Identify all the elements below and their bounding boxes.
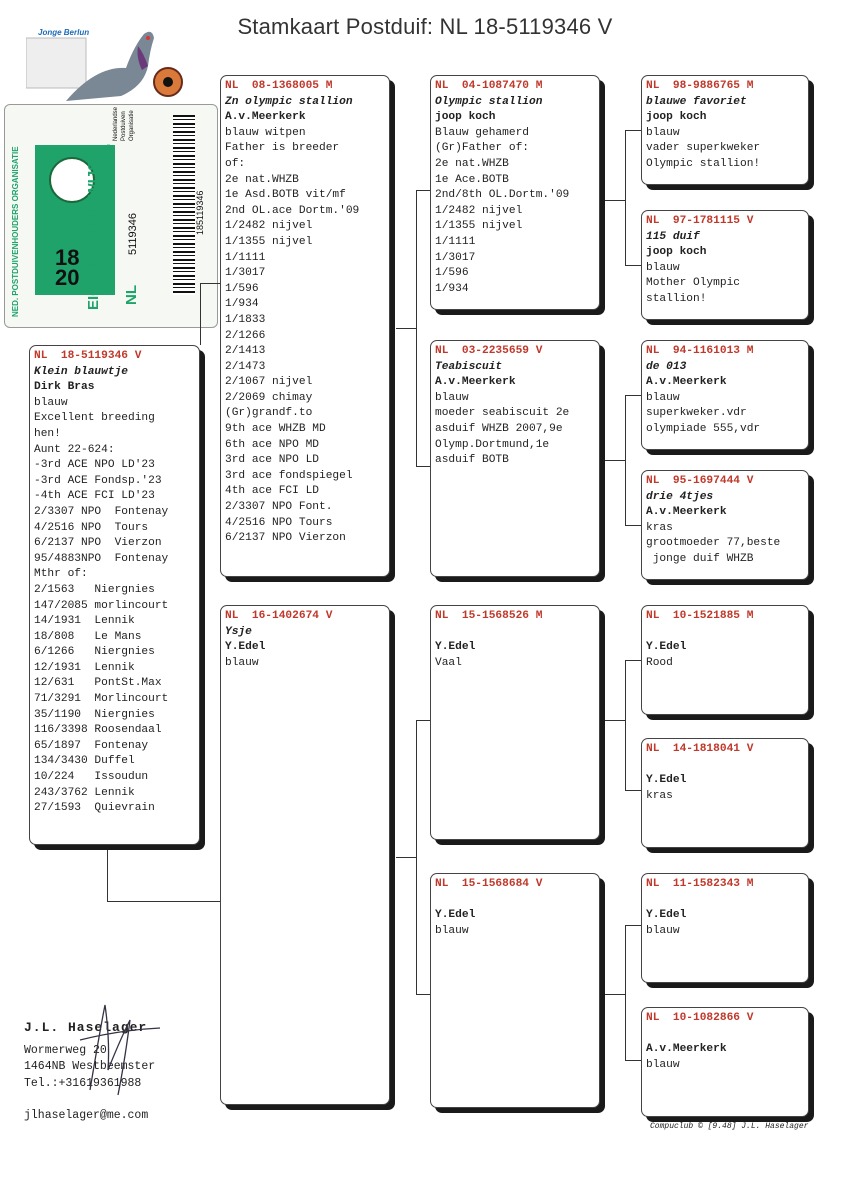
- org-text: NED. POSTDUIVENHOUDERS ORGANISATIE: [11, 146, 20, 317]
- ring-country: NL: [123, 285, 140, 305]
- detail-line: of:: [225, 157, 246, 170]
- detail-line: hen!: [34, 427, 61, 440]
- signature-icon: [60, 1000, 170, 1100]
- ring-number-header: NL 98-9886765 M: [646, 80, 754, 92]
- ring-side-label: Postduiven: [121, 111, 127, 141]
- detail-line: 1/1355 nijvel: [435, 220, 523, 233]
- pigeon-name: [435, 625, 595, 641]
- detail-line: 1/1833: [225, 313, 266, 326]
- detail-line: 1/934: [225, 298, 259, 311]
- pigeon-name: [646, 1027, 804, 1043]
- pedigree-card-dsd: [641, 738, 809, 848]
- pedigree-card-sire-dam: [430, 340, 600, 577]
- detail-line: 4th ace FCI LD: [225, 485, 319, 498]
- detail-line: 2/1413: [225, 345, 266, 358]
- detail-line: blauw: [646, 126, 680, 139]
- detail-line: 1/2482 nijvel: [225, 220, 313, 233]
- connector-line: [416, 720, 417, 994]
- detail-line: 2/2069 chimay: [225, 391, 313, 404]
- ring-number-header: NL 15-1568684 V: [435, 878, 543, 890]
- detail-line: blauw: [34, 396, 68, 409]
- detail-line: Olympic stallion!: [646, 157, 761, 170]
- detail-line: 116/3398 Roosendaal: [34, 724, 162, 737]
- detail-line: 65/1897 Fontenay: [34, 739, 149, 752]
- pigeon-name: 115 duif: [646, 230, 700, 243]
- pedigree-card-sss: [641, 75, 809, 185]
- detail-line: 1/1111: [435, 235, 476, 248]
- ring-side-label: Nederlandse: [113, 106, 119, 141]
- detail-line: 4/2516 NPO Tours: [34, 521, 149, 534]
- footer-credit: Compuclub © [9.48] J.L. Haselager: [650, 1122, 809, 1131]
- detail-line: 6th ace NPO MD: [225, 438, 319, 451]
- detail-line: 14/1931 Lennik: [34, 615, 135, 628]
- connector-line: [416, 190, 417, 466]
- detail-line: Excellent breeding: [34, 412, 155, 425]
- pedigree-card-sds: [641, 340, 809, 450]
- pigeon-name: Ysje: [225, 625, 252, 638]
- detail-line: (Gr)grandf.to: [225, 407, 313, 420]
- detail-line: jonge duif WHZB: [646, 552, 754, 565]
- ring-number-header: NL 08-1368005 M: [225, 80, 333, 92]
- pedigree-card-sire: [220, 75, 390, 577]
- detail-line: 1/3017: [225, 267, 266, 280]
- barcode: [173, 115, 195, 295]
- ring-title: EIGENDOMSBEWIJS: [85, 160, 102, 310]
- ring-number-header: NL 18-5119346 V: [34, 350, 142, 362]
- connector-line: [625, 395, 641, 396]
- owner-name: A.v.Meerkerk: [225, 111, 306, 124]
- page-title: Stamkaart Postduif: NL 18-5119346 V: [237, 14, 613, 39]
- owner-name: joop koch: [435, 111, 496, 124]
- detail-line: grootmoeder 77,beste: [646, 537, 781, 550]
- owner-name: A.v.Meerkerk: [646, 506, 727, 519]
- detail-line: 1/1111: [225, 251, 266, 264]
- detail-line: 71/3291 Morlincourt: [34, 693, 169, 706]
- detail-line: 1/3017: [435, 251, 476, 264]
- pedigree-card-sdd: [641, 470, 809, 580]
- pigeon-logo: [26, 26, 216, 106]
- detail-line: Mthr of:: [34, 568, 88, 581]
- ring-number-header: NL 11-1582343 M: [646, 878, 754, 890]
- detail-line: 1e Ace.BOTB: [435, 173, 509, 186]
- detail-line: 2/1563 Niergnies: [34, 583, 155, 596]
- detail-line: asduif BOTB: [435, 454, 509, 467]
- pedigree-card-sire-sire: [430, 75, 600, 310]
- breeder-street: Wormerweg 20: [24, 1043, 107, 1057]
- owner-name: Y.Edel: [646, 641, 687, 654]
- connector-line: [396, 328, 416, 329]
- connector-line: [396, 857, 416, 858]
- detail-line: 6/1266 Niergnies: [34, 646, 155, 659]
- ring-number-header: NL 10-1082866 V: [646, 1012, 754, 1024]
- pedigree-card-ssd: [641, 210, 809, 320]
- barcode-number: 185119346: [195, 190, 205, 235]
- detail-line: blauw: [646, 261, 680, 274]
- connector-line: [605, 994, 625, 995]
- detail-line: Blauw gehamerd: [435, 126, 529, 139]
- connector-line: [625, 265, 641, 266]
- detail-line: blauw: [435, 391, 469, 404]
- ring-side-label: Organisatie: [129, 110, 135, 141]
- owner-name: joop koch: [646, 111, 707, 124]
- detail-line: 2/1266: [225, 329, 266, 342]
- detail-line: 27/1593 Quievrain: [34, 802, 155, 815]
- connector-line: [625, 525, 641, 526]
- detail-line: blauw: [225, 656, 259, 669]
- connector-line: [416, 720, 430, 721]
- pigeon-name: Klein blauwtje: [34, 365, 128, 378]
- connector-line: [605, 200, 625, 201]
- detail-line: 1/1355 nijvel: [225, 235, 313, 248]
- detail-line: asduif WHZB 2007,9e: [435, 422, 563, 435]
- pedigree-card-dam: [220, 605, 390, 1105]
- detail-line: 1/596: [435, 267, 469, 280]
- pedigree-card-dds: [641, 873, 809, 983]
- ring-year-b: 20: [55, 265, 80, 290]
- connector-line: [625, 395, 626, 525]
- pigeon-name: Zn olympic stallion: [225, 95, 353, 108]
- pigeon-name: [646, 893, 804, 909]
- connector-line: [625, 925, 641, 926]
- connector-line: [605, 720, 625, 721]
- pigeon-name: de 013: [646, 360, 687, 373]
- detail-line: 12/1931 Lennik: [34, 661, 135, 674]
- detail-line: 2nd OL.ace Dortm.'09: [225, 204, 360, 217]
- owner-name: joop koch: [646, 246, 707, 259]
- detail-line: 2/3307 NPO Font.: [225, 501, 333, 514]
- detail-line: 3rd ace fondspiegel: [225, 469, 353, 482]
- detail-line: 3rd ace NPO LD: [225, 454, 319, 467]
- ring-number-header: NL 03-2235659 V: [435, 345, 543, 357]
- ring-number-header: NL 14-1818041 V: [646, 743, 754, 755]
- owner-name: A.v.Meerkerk: [435, 376, 516, 389]
- connector-line: [107, 901, 220, 902]
- detail-line: -3rd ACE NPO LD'23: [34, 459, 155, 472]
- detail-line: -4th ACE FCI LD'23: [34, 490, 155, 503]
- detail-line: blauw: [646, 1058, 680, 1071]
- detail-line: Rood: [646, 656, 673, 669]
- connector-line: [625, 130, 626, 265]
- owner-name: A.v.Meerkerk: [646, 376, 727, 389]
- connector-line: [625, 660, 641, 661]
- owner-name: Y.Edel: [435, 909, 476, 922]
- detail-line: 1/596: [225, 282, 259, 295]
- detail-line: stallion!: [646, 292, 707, 305]
- detail-line: kras: [646, 521, 673, 534]
- detail-line: 2/1067 nijvel: [225, 376, 313, 389]
- ring-year-a: 18: [55, 245, 80, 270]
- ring-number-header: NL 97-1781115 V: [646, 215, 754, 227]
- pedigree-card-subject: [29, 345, 200, 845]
- pigeon-name: Teabiscuit: [435, 360, 503, 373]
- owner-name: Y.Edel: [646, 774, 687, 787]
- ring-number-header: NL 95-1697444 V: [646, 475, 754, 487]
- detail-line: Father is breeder: [225, 142, 340, 155]
- detail-line: 2/1473: [225, 360, 266, 373]
- detail-line: 12/631 PontSt.Max: [34, 677, 162, 690]
- breeder-phone: Tel.:+31619361988: [24, 1076, 142, 1090]
- detail-line: blauw: [646, 924, 680, 937]
- detail-line: superkweker.vdr: [646, 407, 747, 420]
- detail-line: 4/2516 NPO Tours: [225, 516, 333, 529]
- pigeon-name: [435, 893, 595, 909]
- detail-line: 1/934: [435, 282, 469, 295]
- detail-line: Olymp.Dortmund,1e: [435, 438, 550, 451]
- pigeon-icon: [26, 26, 216, 106]
- detail-line: 9th ace WHZB MD: [225, 423, 326, 436]
- pedigree-card-dam-sire: [430, 605, 600, 840]
- connector-line: [107, 845, 108, 901]
- connector-line: [605, 460, 625, 461]
- owner-name: Dirk Bras: [34, 381, 95, 394]
- owner-name: Y.Edel: [646, 909, 687, 922]
- connector-line: [416, 994, 430, 995]
- ring-subtitle: A/D RING: [103, 144, 114, 189]
- breeder-city: 1464NB Westbeemster: [24, 1060, 156, 1073]
- pedigree-card-dam-dam: [430, 873, 600, 1108]
- detail-line: Aunt 22-624:: [34, 443, 115, 456]
- connector-line: [416, 190, 430, 191]
- ring-certificate: [4, 104, 218, 328]
- detail-line: 2e nat.WHZB: [435, 157, 509, 170]
- detail-line: 6/2137 NPO Vierzon: [225, 532, 346, 545]
- detail-line: 2e nat.WHZB: [225, 173, 299, 186]
- connector-line: [200, 283, 201, 345]
- ring-number: 5119346: [127, 212, 139, 255]
- detail-line: 1/2482 nijvel: [435, 204, 523, 217]
- detail-line: (Gr)Father of:: [435, 142, 529, 155]
- detail-line: 2/3307 NPO Fontenay: [34, 505, 169, 518]
- pigeon-name: blauwe favoriet: [646, 95, 747, 108]
- connector-line: [625, 130, 641, 131]
- connector-line: [625, 1060, 641, 1061]
- pigeon-name: [646, 758, 804, 774]
- owner-name: A.v.Meerkerk: [646, 1043, 727, 1056]
- owner-name: Y.Edel: [225, 641, 266, 654]
- pigeon-name: drie 4tjes: [646, 490, 714, 503]
- detail-line: Vaal: [435, 656, 462, 669]
- detail-line: 134/3430 Duffel: [34, 755, 135, 768]
- connector-line: [416, 466, 430, 467]
- pedigree-card-dss: [641, 605, 809, 715]
- owner-name: Y.Edel: [435, 641, 476, 654]
- detail-line: 18/808 Le Mans: [34, 630, 142, 643]
- ring-number-header: NL 15-1568526 M: [435, 610, 543, 622]
- ring-number-header: NL 94-1161013 M: [646, 345, 754, 357]
- brand-label: Jonge Berlun: [38, 28, 90, 37]
- breeder-email[interactable]: jlhaselager@me.com: [24, 1109, 149, 1122]
- connector-line: [625, 790, 641, 791]
- detail-line: Mother Olympic: [646, 277, 740, 290]
- pigeon-name: [646, 625, 804, 641]
- ring-number-header: NL 04-1087470 M: [435, 80, 543, 92]
- detail-line: vader superkweker: [646, 142, 761, 155]
- detail-line: blauw: [435, 924, 469, 937]
- detail-line: 1e Asd.BOTB vit/mf: [225, 189, 346, 202]
- detail-line: -3rd ACE Fondsp.'23: [34, 474, 162, 487]
- connector-line: [625, 660, 626, 790]
- pedigree-card-ddd: [641, 1007, 809, 1117]
- detail-line: olympiade 555,vdr: [646, 422, 761, 435]
- detail-line: moeder seabiscuit 2e: [435, 407, 570, 420]
- detail-line: blauw witpen: [225, 126, 306, 139]
- detail-line: 243/3762 Lennik: [34, 786, 135, 799]
- breeder-name: J.L. Haselager: [24, 1020, 148, 1035]
- pigeon-name: Olympic stallion: [435, 95, 543, 108]
- detail-line: blauw: [646, 391, 680, 404]
- ring-number-header: NL 16-1402674 V: [225, 610, 333, 622]
- detail-line: 10/224 Issoudun: [34, 771, 149, 784]
- detail-line: 2nd/8th OL.Dortm.'09: [435, 189, 570, 202]
- detail-line: 35/1190 Niergnies: [34, 708, 155, 721]
- detail-line: 95/4883NPO Fontenay: [34, 552, 169, 565]
- detail-line: 147/2085 morlincourt: [34, 599, 169, 612]
- ring-number-header: NL 10-1521885 M: [646, 610, 754, 622]
- detail-line: kras: [646, 789, 673, 802]
- connector-line: [200, 283, 220, 284]
- connector-line: [625, 925, 626, 1060]
- detail-line: 6/2137 NPO Vierzon: [34, 537, 162, 550]
